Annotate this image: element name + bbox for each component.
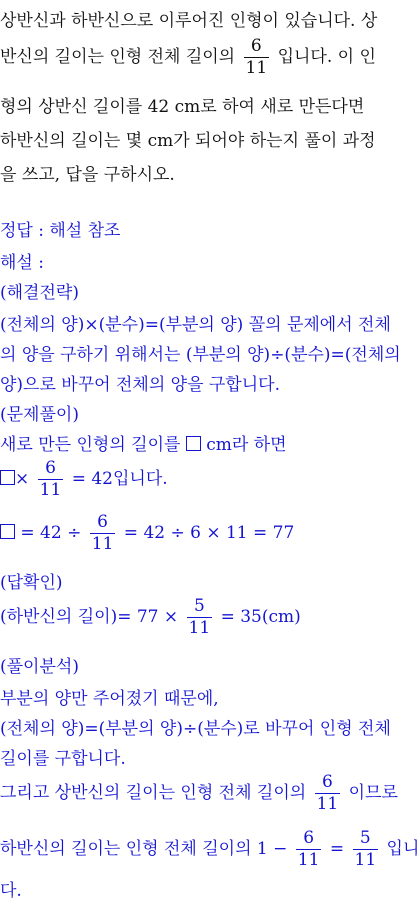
fraction-5-11: $\frac{5}{11}$ <box>354 828 377 870</box>
strategy-line-1: (전체의 양)×(분수)=(부분의 양) 꼴의 문제에서 전체 <box>0 315 391 335</box>
equation-2: = 42 ÷ $\frac{6}{11}$ = 42 ÷ 6 × 11 = 77 <box>0 514 294 553</box>
fraction-6-11: $\frac{6}{11}$ <box>316 772 339 814</box>
fraction-6-11: $\frac{6}{11}$ <box>245 36 268 78</box>
explain-label: 해설 : <box>0 253 44 273</box>
fraction-6-11: $\frac{6}{11}$ <box>91 512 114 554</box>
problem-line-5: 을 쓰고, 답을 구하시오. <box>0 165 175 185</box>
solve-heading: (문제풀이) <box>0 405 79 425</box>
analysis-line-6: 다. <box>0 881 22 901</box>
analysis-line-2: (전체의 양)=(부분의 양)÷(분수)로 바꾸어 인형 전체 <box>0 719 391 739</box>
blank-box-icon <box>186 436 201 451</box>
fraction-5-11: $\frac{5}{11}$ <box>188 596 211 638</box>
strategy-line-3: 양)으로 바꾸어 전체의 양을 구합니다. <box>0 375 280 395</box>
strategy-line-2: 의 양을 구하기 위해서는 (부분의 양)÷(분수)=(전체의 <box>0 345 401 365</box>
check-heading: (답확인) <box>0 573 63 593</box>
analysis-line-3: 길이를 구합니다. <box>0 749 126 769</box>
blank-box-icon <box>0 524 15 539</box>
problem-line-1: 상반신과 하반신으로 이루어진 인형이 있습니다. 상 <box>0 11 378 31</box>
answer-line: 정답 : 해설 참조 <box>0 221 121 241</box>
analysis-line-5: 하반신의 길이는 인형 전체 길이의 1 − $\frac{6}{11}$ = $\frac{5}{11}$ 입니 <box>0 828 419 870</box>
analysis-line-1: 부분의 양만 주어졌기 때문에, <box>0 689 219 709</box>
fraction-6-11: $\frac{6}{11}$ <box>39 458 62 500</box>
analysis-heading: (풀이분석) <box>0 657 79 677</box>
blank-box-icon <box>0 470 15 485</box>
solve-line-1: 새로 만든 인형의 길이를 cm라 하면 <box>0 435 287 455</box>
problem-line-3: 형의 상반신 길이를 42 cm로 하여 새로 만든다면 <box>0 97 365 117</box>
strategy-heading: (해결전략) <box>0 283 79 303</box>
problem-line-2: 반신의 길이는 인형 전체 길이의 $\frac{6}{11}$ 입니다. 이 인 <box>0 36 376 78</box>
problem-line-4: 하반신의 길이는 몇 cm가 되어야 하는지 풀이 과정 <box>0 131 376 151</box>
equation-1: × $\frac{6}{11}$ = 42입니다. <box>0 460 168 499</box>
check-equation: (하반신의 길이)= 77 × $\frac{5}{11}$ = 35(cm) <box>0 596 301 638</box>
analysis-line-4: 그리고 상반신의 길이는 인형 전체 길이의 $\frac{6}{11}$ 이므로 <box>0 772 398 814</box>
fraction-6-11: $\frac{6}{11}$ <box>297 828 320 870</box>
